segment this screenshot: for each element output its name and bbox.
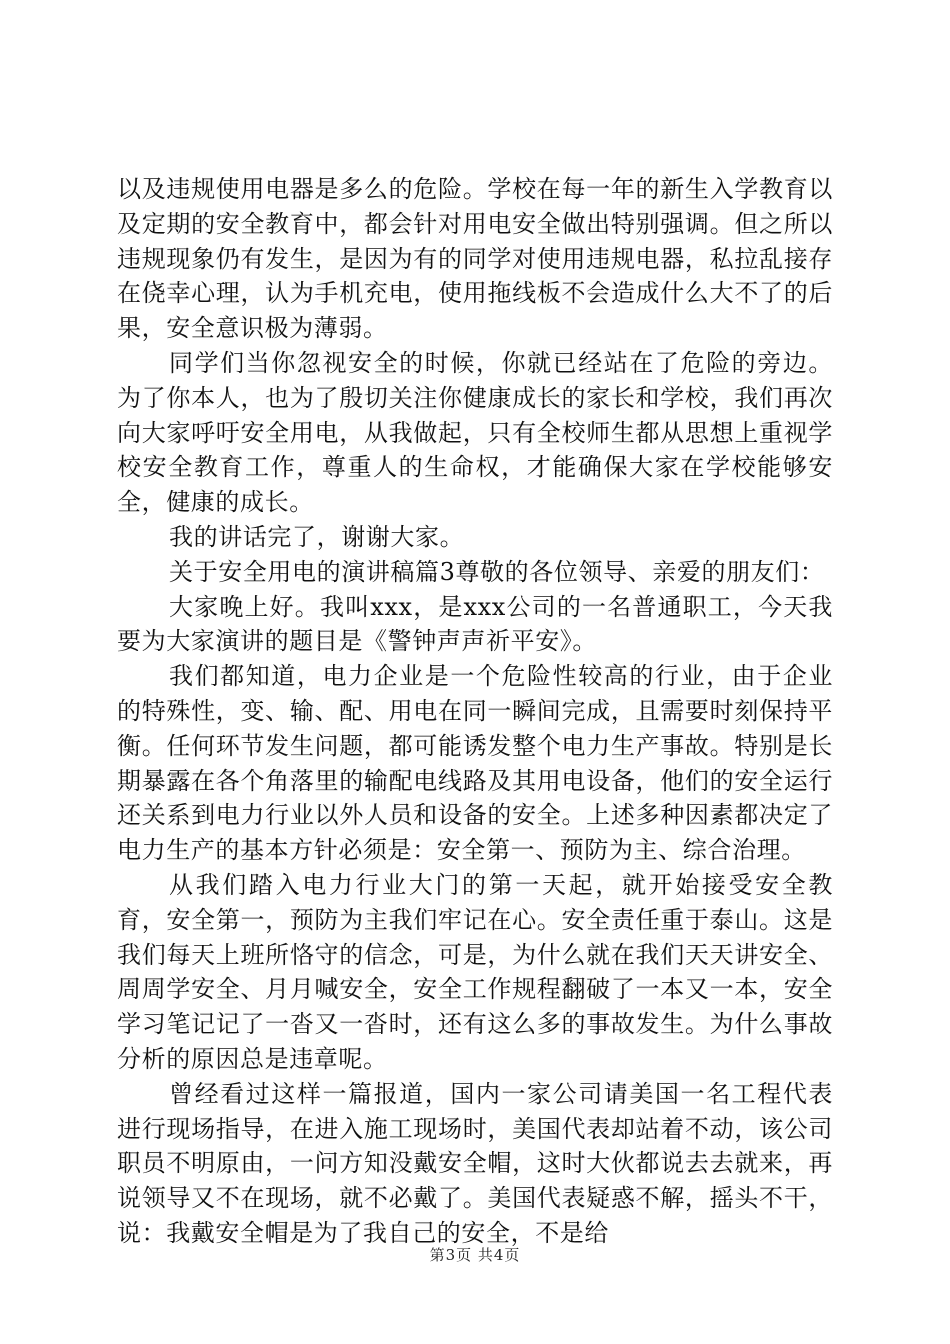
document-body xyxy=(117,172,833,1251)
paragraph: 我的讲话完了，谢谢大家。 xyxy=(169,522,465,551)
page-number-footer: 第3页 共4页 xyxy=(429,1246,521,1264)
paragraph: 从我们踏入电力行业大门的第一天起，就开始接受安全教育，安全第一，预防为主我们牢记在心。安全责任重于泰山。这是我们每天上班所恪守的信念，可是，为什么就在我们天天讲安全、周周学安全、月月喊安全，安全工作规程翻破了一本又一本，安全学习笔记记了一沓又一沓时，还有这么多的事故发生。为什么事故分析的原因总是违章呢。 xyxy=(117,870,833,1073)
section-heading-paragraph: 关于安全用电的演讲稿篇3尊敬的各位领导、亲爱的朋友们： xyxy=(169,557,825,586)
paragraph: 以及违规使用电器是多么的危险。学校在每一年的新生入学教育以及定期的安全教育中，都会针对用电安全做出特别强调。但之所以违规现象仍有发生，是因为有的同学对使用违规电器，私拉乱接存在侥幸心理，认为手机充电，使用拖线板不会造成什么大不了的后果，安全意识极为薄弱。 xyxy=(117,175,833,343)
paragraph: 曾经看过这样一篇报道，国内一家公司请美国一名工程代表进行现场指导，在进入施工现场时，美国代表却站着不动，该公司职员不明原由，一问方知没戴安全帽，这时大伙都说去去就来，再说领导又不在现场，就不必戴了。美国代表疑惑不解，摇头不干，说：我戴安全帽是为了我自己的安全，不是给 xyxy=(117,1079,833,1247)
paragraph: 大家晚上好。我叫xxx，是xxx公司的一名普通职工，今天我要为大家演讲的题目是《警钟声声祈平安》。 xyxy=(117,592,833,656)
paragraph: 同学们当你忽视安全的时候，你就已经站在了危险的旁边。为了你本人，也为了殷切关注你健康成长的家长和学校，我们再次向大家呼吁安全用电，从我做起，只有全校师生都从思想上重视学校安全教育工作，尊重人的生命权，才能确保大家在学校能够安全，健康的成长。 xyxy=(117,348,833,517)
paragraph: 我们都知道，电力企业是一个危险性较高的行业，由于企业的特殊性，变、输、配、用电在同一瞬间完成，且需要时刻保持平衡。任何环节发生问题，都可能诱发整个电力生产事故。特别是长期暴露在各个角落里的输配电线路及其用电设备，他们的安全运行还关系到电力行业以外人员和设备的安全。上述多种因素都决定了电力生产的基本方针必须是：安全第一、预防为主、综合治理。 xyxy=(117,662,833,865)
